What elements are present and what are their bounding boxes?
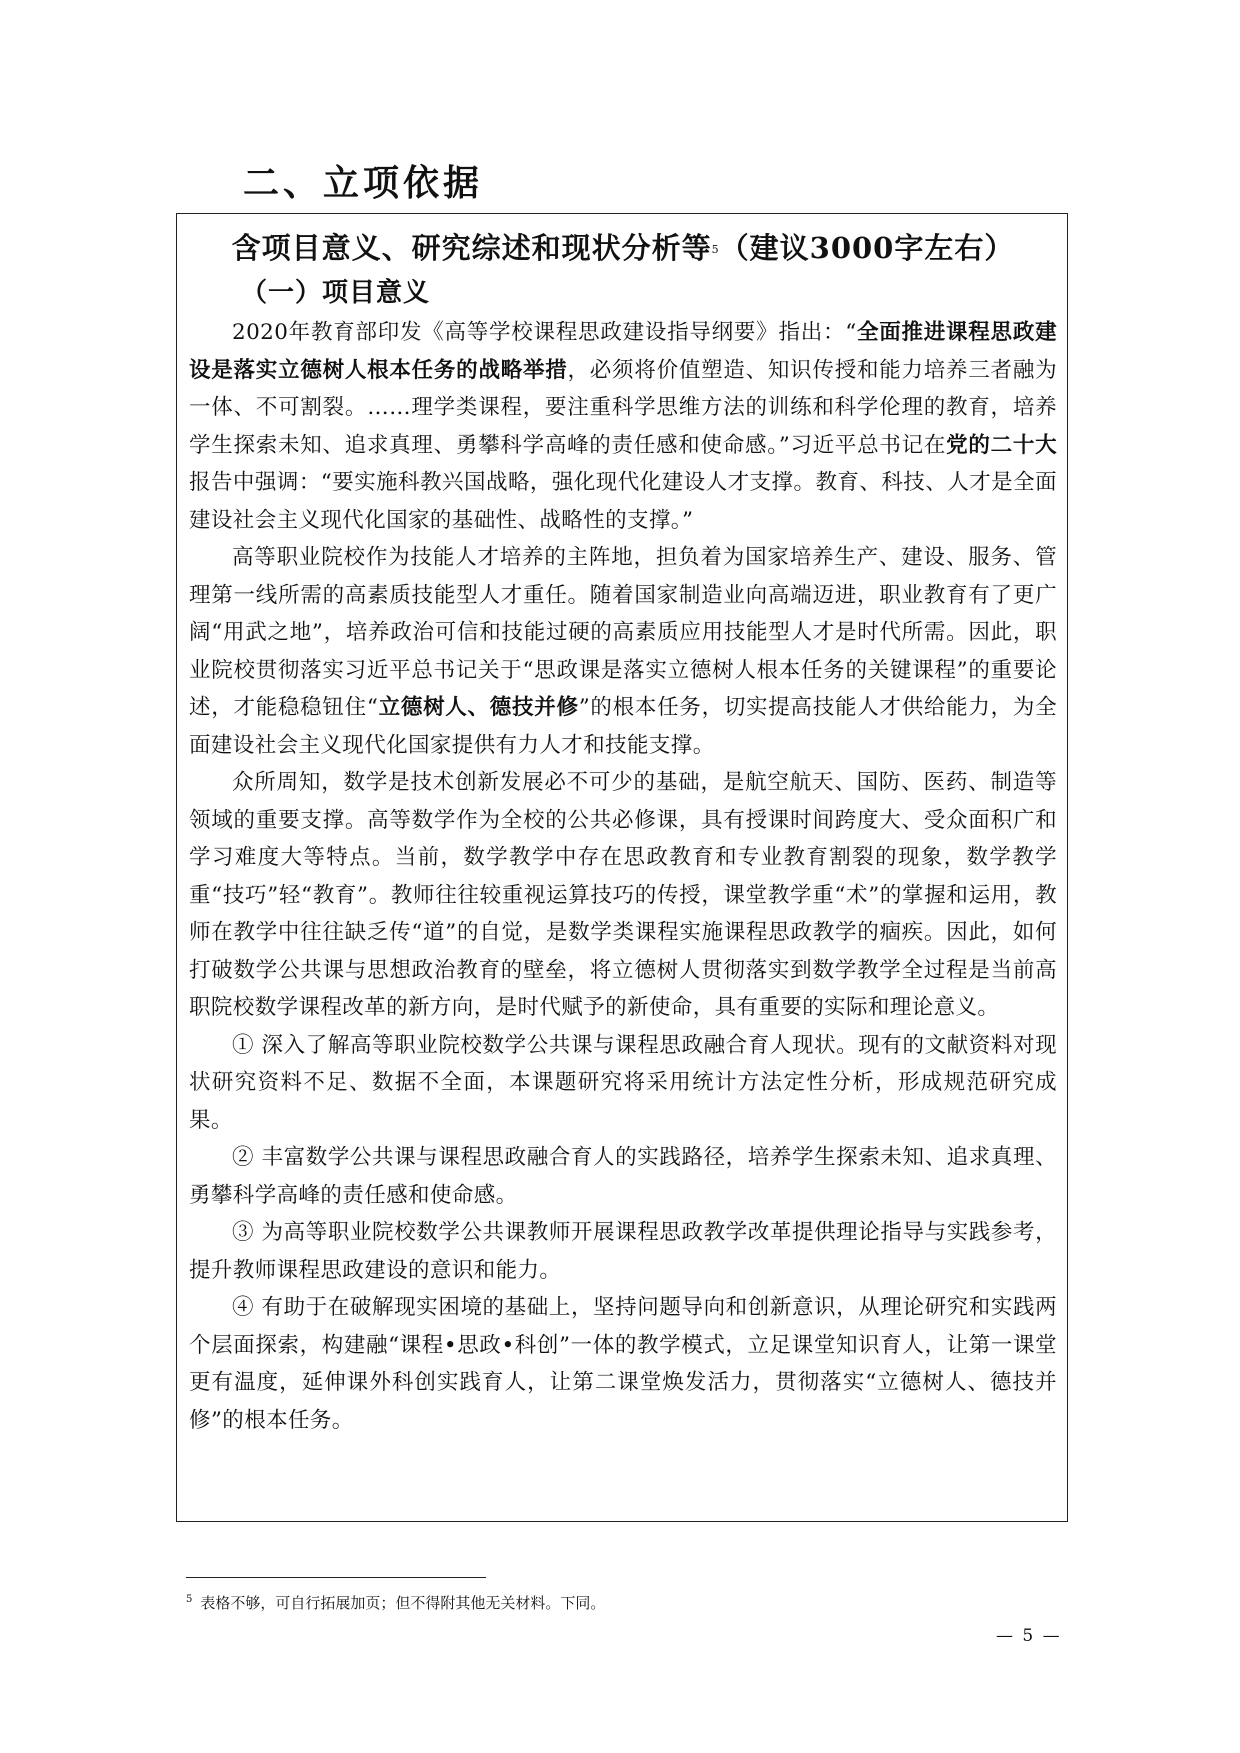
paragraph-3: 众所周知，数学是技术创新发展必不可少的基础，是航空航天、国防、医药、制造等领域的重要支撑。高等数学作为全校的公共必修课，具有授课时间跨度大、受众面积广和学习难度大等特点。当前，数学教学中存在思政教育和专业教育割裂的现象，数学教学重“技巧”轻“教育”。教师往往较重视运算技巧的传授，课堂教学重“术”的掌握和运用，教师在教学中往往缺乏传“道”的自觉，是数学类课程实施课程思政教学的痼疾。因此，如何打破数学公共课与思想政治教育的壁垒，将立德树人贯彻落实到数学教学全过程是当前高职院校数学课程改革的新方向，是时代赋予的新使命，具有重要的实际和理论意义。 (189, 770, 1057, 1020)
footnote-text: 表格不够，可自行拓展加页；但不得附其他无关材料。下同。 (200, 1594, 606, 1612)
paragraph-1-text-e: 报告中强调：“要实施科教兴国战略，强化现代化建设人才支撑。教育、科技、人才是全面建设社会主义现代化国家的基础性、战略性的支撑。” (189, 470, 1057, 533)
paragraph-1-text-a: 2020年教育部印发《高等学校课程思政建设指导纲要》指出：“ (232, 320, 857, 345)
paragraph-1-text-c: ，必须将价值塑造、知识传授和能力培养三者融为一体、不可割裂。……理学类课程，要注重科学思维方法的训练和科学伦理的教育，培养学生探索未知、追求真理、勇攀科学高峰的责任感和使命感。”习近平总书记在 (189, 357, 1057, 458)
footnote-marker: 5 (186, 1594, 193, 1605)
subsection-title: （一）项目意义 (241, 278, 431, 308)
footnote (186, 1590, 605, 1613)
paragraph-2 (189, 539, 1057, 764)
paragraph-1-emphasis-a: 全面推进课程思政建设是落实立德树人根本任务的战略举措 (189, 320, 1057, 383)
paragraph-4: ① 深入了解高等职业院校数学公共课与课程思政融合育人现状。现有的文献资料对现状研究资料不足、数据不全面，本课题研究将采用统计方法定性分析，形成规范研究成果。 (189, 1032, 1057, 1133)
content-box (176, 213, 1068, 1522)
page-number: — 5 — (996, 1626, 1062, 1646)
paragraph-5: ② 丰富数学公共课与课程思政融合育人的实践路径，培养学生探索未知、追求真理、勇攀科学高峰的责任感和使命感。 (189, 1145, 1057, 1208)
paragraph-1-emphasis-d: 党的二十大 (946, 432, 1057, 458)
paragraph-7: ④ 有助于在破解现实困境的基础上，坚持问题导向和创新意识，从理论研究和实践两个层面探索，构建融“课程•思政•科创”一体的教学模式，立足课堂知识育人，让第一课堂更有温度，延伸课外科创实践育人，让第二课堂焕发活力，贯彻落实“立德树人、德技并修”的根本任务。 (189, 1295, 1057, 1433)
box-title-text: 含项目意义、研究综述和现状分析等 (231, 231, 712, 265)
paragraph-2-text-a: 高等职业院校作为技能人才培养的主阵地，担负着为国家培养生产、建设、服务、管理第一线所需的高素质技能型人才重任。随着国家制造业向高端迈进，职业教育有了更广阔“用武之地”，培养政治可信和技能过硬的高素质应用技能型人才是时代所需。因此，职业院校贯彻落实习近平总书记关于“思政课是落实立德树人根本任务的关键课程”的重要论述，才能稳稳钮住“ (189, 545, 1057, 720)
section-heading: 二、立项依据 (243, 162, 484, 204)
box-title (189, 226, 1057, 270)
paragraph-2-text-c: ”的根本任务，切实提高技能人才供给能力，为全面建设社会主义现代化国家提供有力人才和技能支撑。 (189, 695, 1057, 758)
paragraph-2-emphasis-b: 立德树人、德技并修 (378, 695, 579, 720)
footnote-divider (186, 1577, 486, 1578)
paragraph-1 (189, 314, 1057, 539)
paragraph-6: ③ 为高等职业院校数学公共课教师开展课程思政教学改革提供理论指导与实践参考，提升教师课程思政建设的意识和能力。 (189, 1220, 1057, 1283)
box-title-suffix: （建议3000字左右） (719, 231, 1015, 265)
footnote-ref: 5 (711, 243, 720, 256)
